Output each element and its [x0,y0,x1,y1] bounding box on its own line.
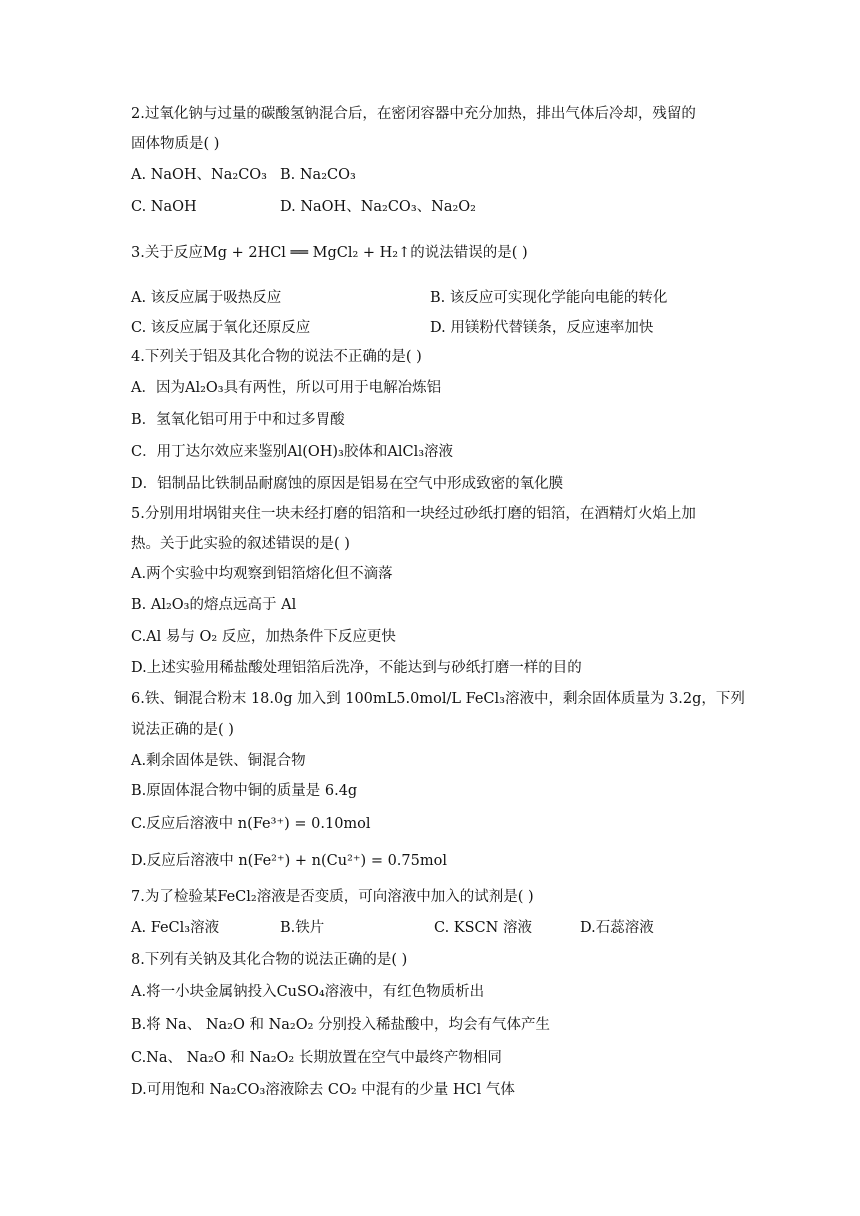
question-2-option-d: D. NaOH、Na₂CO₃、Na₂O₂ [280,199,476,215]
question-4-option-d: D．铝制品比铁制品耐腐蚀的原因是铝易在空气中形成致密的氧化膜 [131,476,564,492]
question-5-option-b: B. Al₂O₃的熔点远高于 Al [131,597,297,613]
question-4-option-b: B．氢氧化铝可用于中和过多胃酸 [131,412,345,428]
question-2-option-c: C. NaOH [131,199,197,215]
question-3-option-d: D. 用镁粉代替镁条，反应速率加快 [430,320,654,336]
question-7-option-c: C. KSCN 溶液 [434,920,532,936]
question-4-option-c: C．用丁达尔效应来鉴别Al(OH)₃胶体和AlCl₃溶液 [131,444,454,460]
question-5-option-a: A.两个实验中均观察到铝箔熔化但不滴落 [131,566,393,582]
question-3-option-a: A. 该反应属于吸热反应 [131,290,282,306]
question-6-option-a: A.剩余固体是铁、铜混合物 [131,753,306,769]
question-4-stem: 4.下列关于铝及其化合物的说法不正确的是( ) [131,349,422,365]
question-3-option-c: C. 该反应属于氧化还原反应 [131,320,311,336]
question-6-option-b: B.原固体混合物中铜的质量是 6.4g [131,783,358,799]
question-8-option-d: D.可用饱和 Na₂CO₃溶液除去 CO₂ 中混有的少量 HCl 气体 [131,1082,515,1098]
question-6-option-d: D.反应后溶液中 n(Fe²⁺) + n(Cu²⁺) = 0.75mol [131,853,447,869]
question-7-stem: 7.为了检验某FeCl₂溶液是否变质，可向溶液中加入的试剂是( ) [131,889,534,905]
question-8-stem: 8.下列有关钠及其化合物的说法正确的是( ) [131,952,408,968]
question-4-option-a: A．因为Al₂O₃具有两性，所以可用于电解冶炼铝 [131,380,442,396]
question-7-option-a: A. FeCl₃溶液 [131,920,220,936]
question-7-option-d: D.石蕊溶液 [580,920,654,936]
question-6-option-c: C.反应后溶液中 n(Fe³⁺) = 0.10mol [131,816,371,832]
question-5-stem-line1: 5.分别用坩埚钳夹住一块未经打磨的铝箔和一块经过砂纸打磨的铝箔，在酒精灯火焰上加 [131,506,696,522]
question-6-stem-line2: 说法正确的是( ) [131,722,234,738]
question-3-option-b: B. 该反应可实现化学能向电能的转化 [430,290,668,306]
question-8-option-c: C.Na、 Na₂O 和 Na₂O₂ 长期放置在空气中最终产物相同 [131,1050,502,1066]
question-5-stem-line2: 热。关于此实验的叙述错误的是( ) [131,536,350,552]
question-3-equation: Mg + 2HCl ══ MgCl₂ + H₂↑ [202,245,411,261]
question-3-stem [131,243,528,263]
question-7-option-b: B.铁片 [280,920,325,936]
question-5-option-d: D.上述实验用稀盐酸处理铝箔后洗净，不能达到与砂纸打磨一样的目的 [131,660,582,676]
question-5-option-c: C.Al 易与 O₂ 反应，加热条件下反应更快 [131,629,396,645]
question-6-stem-line1: 6.铁、铜混合粉末 18.0g 加入到 100mL5.0mol/L FeCl₃溶液中，剩余固体质量为 3.2g，下列 [131,691,745,707]
question-8-option-a: A.将一小块金属钠投入CuSO₄溶液中，有红色物质析出 [131,984,485,1000]
question-2-option-a: A. NaOH、Na₂CO₃ [131,167,267,183]
question-2-option-b: B. Na₂CO₃ [280,167,356,183]
question-3-stem-suffix: 的说法错误的是( ) [410,245,528,261]
question-2-stem-line2: 固体物质是( ) [131,136,220,152]
question-2-stem-line1: 2.过氧化钠与过量的碳酸氢钠混合后，在密闭容器中充分加热，排出气体后冷却，残留的 [131,106,696,122]
question-3-stem-prefix: 3.关于反应 [131,245,203,261]
question-8-option-b: B.将 Na、 Na₂O 和 Na₂O₂ 分别投入稀盐酸中，均会有气体产生 [131,1017,551,1033]
